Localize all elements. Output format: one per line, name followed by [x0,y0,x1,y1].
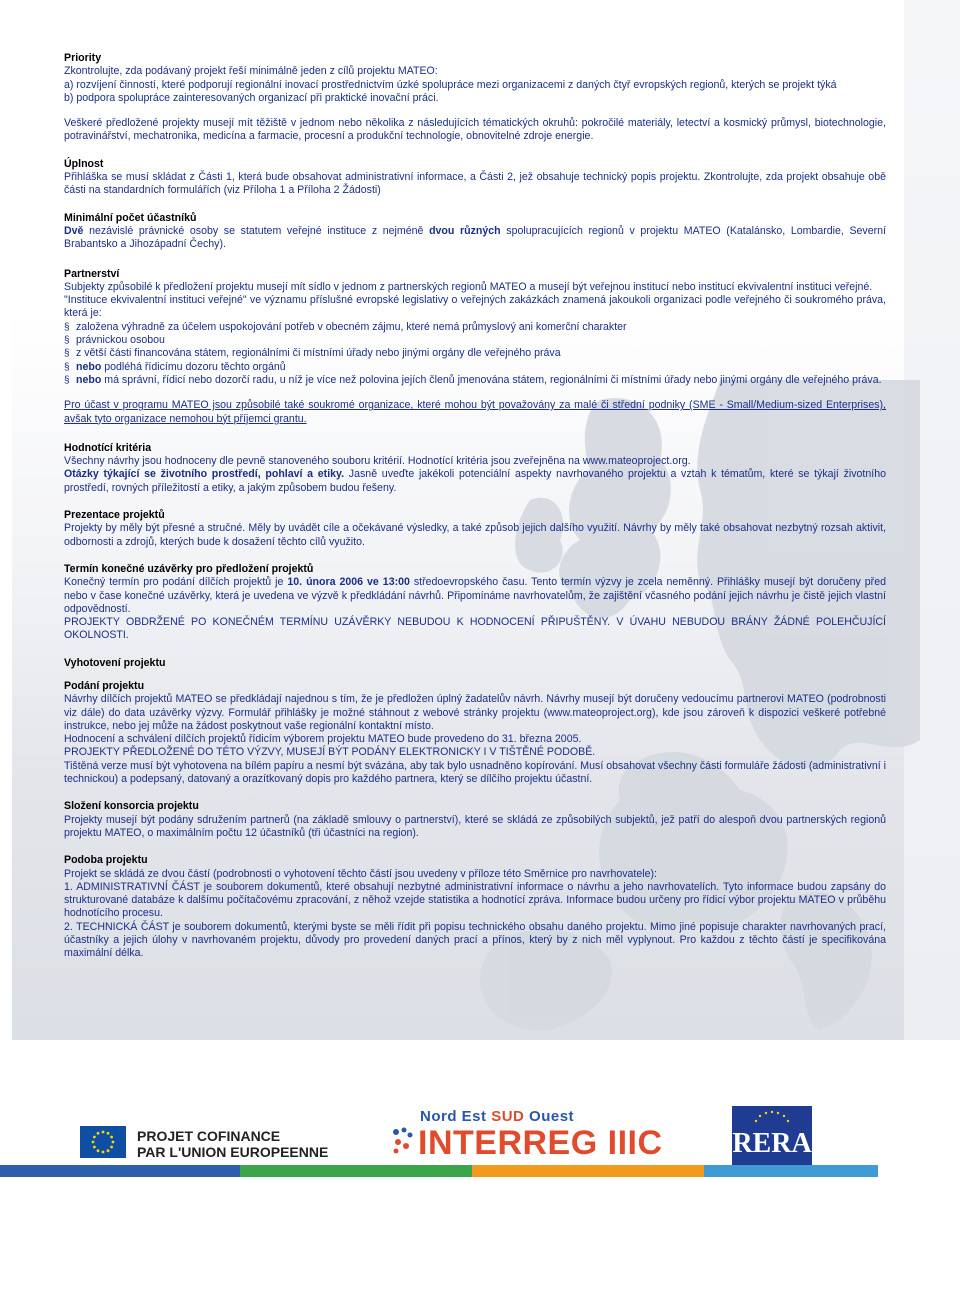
section-bullet-icon: § [64,374,70,386]
podani-p3: PROJEKTY PŘEDLOŽENÉ DO TÉTO VÝZVY, MUSEJÍ BÝT PODÁNY ELEKTRONICKY I V TIŠTĚNÉ PODOBĚ. [64,746,596,759]
section-bullet-icon: § [64,348,70,360]
eu-line2: PAR L'UNION EUROPEENNE [137,1144,329,1160]
min-pocet-t2: spolupracujících regionů v projektu MATEO (Katalánsko, Lombardie, Severní Brabantsko a Jihozápadní Čechy). [64,224,886,251]
podoba-p2: 2. TECHNICKÁ ČÁST je souborem dokumentů, kterými byste se měli řídit při popisu technického obsahu daného projektu. Mimo jiné popisuje charakter navrhovaných prací, účastníky a jejich úlohy v navrhovaném projektu, důvody pro provedení daných prací a přínos, který by z nich měl vyplynout. Pro každou z těchto částí je specifikována maximální délka. [64,920,886,960]
termin-t2: středoevropského času. Tento termín výzvy je zcela neměnný. Přihlášky musejí být doručeny před nebo v čase konečné uzávěrky, která je uvedena ve výzvě k předkládání návrhů. Připomínáme navrhovatelům, že zajištění včasného podání jejich návrhu je čistě jejich vlastní odpovědností. [64,576,886,615]
podoba-intro: Projekt se skládá ze dvou částí (podrobnosti o vyhotovení těchto částí jsou uvedeny v příloze této Směrnice pro navrhovatele): [64,867,657,880]
termin-bold: 10. února 2006 ve 13:00 [287,576,410,589]
heading-podani: Podání projektu [64,679,145,692]
section-bullet-icon: § [64,361,70,373]
section-bullet-icon: § [64,335,70,347]
min-pocet-bold: dvou různých [429,224,501,237]
list-item-text: má správní, řídicí nebo dozorčí radu, u níž je více než polovina jejích členů jmenována státem, regionálními či místními úřady nebo jinými orgány dle veřejného práva. [101,373,882,386]
section-themes [64,117,886,144]
list-item [64,321,886,334]
kriteria-t1: Všechny návrhy jsou hodnoceny dle pevně stanoveného souboru kritérií. Hodnotící kritéria jsou zveřejněna na www.mateoproject.org. [64,455,691,468]
heading-prezentace: Prezentace projektů [64,509,165,522]
heading-kriteria: Hodnotící kritéria [64,441,152,454]
color-bar-orange [472,1165,704,1177]
podani-p2: Hodnocení a schválení dílčích projektů řídicím výborem projektu MATEO bude provedeno do 31. března 2005. [64,733,582,746]
termin-text [64,576,886,616]
interreg-logo-text: INTERREG IIIC [418,1124,663,1162]
priority-intro: Zkontrolujte, zda podávaný projekt řeší minimálně jeden z cílů projektu MATEO: [64,65,438,78]
kriteria-bold: Otázky týkající se životního prostředí, pohlaví a etiky. [64,468,345,481]
section-kriteria [64,442,886,495]
section-podani [64,680,886,786]
interreg-top-sud: SUD [491,1108,525,1125]
interreg-top-a: Nord Est [420,1108,492,1125]
interreg-mark-icon [390,1126,416,1156]
list-item-text: podléhá řídicímu dozoru těchto orgánů [101,360,286,373]
rera-stars-icon [732,1108,812,1130]
section-sme [64,399,886,426]
document-body [64,52,886,973]
heading-vyhotoveni: Vyhotovení projektu [64,656,166,669]
section-priority [64,52,886,105]
section-vyhotoveni [64,657,886,670]
podani-p4: Tištěná verze musí být vyhotovena na bílém papíru a nesmí být svázána, aby tak bylo usnadněno kopírování. Musí obsahovat všechny části formuláře žádosti (administrativní i technickou) a podepsaný, datovaný a orazítkovaný dopis pro každého partnera, který se dílčího projektu účastní. [64,759,886,786]
list-item-text: založena výhradně za účelem uspokojování potřeb v obecném zájmu, které nemá průmyslový ani komerční charakter [76,320,627,333]
termin-caps: PROJEKTY OBDRŽENÉ PO KONEČNÉM TERMÍNU UZÁVĚRKY NEBUDOU K HODNOCENÍ PŘIPUŠTĚNY. V ÚVAHU NEBUDOU BRÁNY ŽÁDNÉ POLEHČUJÍCÍ OKOLNOSTI. [64,616,886,642]
priority-goal-b: b) podpora spolupráce zainteresovaných organizací při praktické inovační práci. [64,91,439,104]
termin-t1: Konečný termín pro podání dílčích projektů je [64,576,288,589]
prezentace-text: Projekty by měly být přesné a stručné. Měly by uvádět cíle a očekávané výsledky, a také způsob jejich dalšího využití. Návrhy by měly také obsahovat nezbytný rozsah aktivit, odbornosti a zdrojů, kterých bude k dosažení těchto cílů využito. [64,522,886,548]
heading-uplnost: Úplnost [64,157,104,170]
footer-logos [0,1040,960,1289]
sme-note: Pro účast v programu MATEO jsou způsobilé také soukromé organizace, které mohou být považovány za malé či střední podniky (SME - Small/Medium-sized Enterprises), avšak tyto organizace nemohou být příjemci grantu. [64,399,886,425]
section-slozeni [64,800,886,840]
list-item [64,347,886,360]
heading-priority: Priority [64,52,102,64]
section-prezentace [64,509,886,549]
min-pocet-text [64,225,886,252]
rera-logo [732,1106,812,1166]
color-bar-lightblue [704,1165,878,1177]
section-podoba [64,854,886,960]
kriteria-t2 [64,468,886,495]
podoba-p1: 1. ADMINISTRATIVNÍ ČÁST je souborem dokumentů, které obsahují nezbytné administrativní informace o návrhu a jeho navrhovatelích. Tyto informace budou zapsány do strukturované databáze k dalšímu počítačovému zpracování, z něhož vzejde statistika a hodnotící zpráva. Informace budou určeny pro řídicí výbor projektu MATEO v průběhu hodnotícího procesu. [64,880,886,920]
interreg-subtitle [420,1108,574,1125]
list-item-bold: nebo [76,373,102,386]
heading-podoba: Podoba projektu [64,854,148,867]
section-partnerstvi [64,268,886,388]
podani-p1: Návrhy dílčích projektů MATEO se předkládají najednou s tím, že je předložen úplný žadatelův návrh. Návrhy musejí být doručeny vedoucímu partnerovi MATEO (podrobnosti viz dále) do data uzávěrky výzvy. Formulář přihlášky je možné stáhnout z webové stránky projektu (www.mateoproject.org), kde jsou zároveň k dispozici veškeré potřebné instrukce, nebo jej může na žádost poskytnout vaše regionální kontaktní místo. [64,693,886,732]
eu-stars-icon [80,1126,126,1158]
section-min-pocet [64,212,886,252]
list-item-bold: nebo [76,360,102,373]
interreg-top-b: Ouest [524,1108,575,1125]
kriteria-text: Jasně uveďte jakékoli potenciální aspekty navrhovaného projektu a vztah k tématům, které se týkají životního prostředí, rovných příležitostí a etiky, a jakým způsobem budou řešeny. [64,468,886,494]
section-termin [64,563,886,643]
priority-themes: Veškeré předložené projekty musejí mít těžiště v jednom nebo několika z následujících tématických okruhů: pokročilé materiály, letectví a kosmický průmysl, biotechnologie, potravinářství, mechatronika, medicína a farmacie, procesní a produkční technologie, obnovitelné zdroje energie. [64,117,886,143]
eu-cofinance-label [137,1128,328,1160]
heading-partnerstvi: Partnerství [64,267,120,280]
slozeni-text: Projekty musejí být podány sdružením partnerů (na základě smlouvy o partnerství), které se skládá ze způsobilých subjektů, jež patří do alespoň dvou partnerských regionů projektu MATEO, o maximálním počtu 12 účastníků (tři účastníci na region). [64,813,886,839]
uplnost-text: Přihláška se musí skládat z Části 1, která bude obsahovat administrativní informace, a Části 2, jež obsahuje technický popis projektu. Zkontrolujte, zda projekt obsahuje obě části na standardních formulářích (viz Příloha 1 a Příloha 2 Žádosti) [64,171,886,197]
heading-min-pocet: Minimální počet účastníků [64,211,197,224]
section-bullet-icon: § [64,321,70,333]
min-pocet-lead: Dvě [64,224,84,237]
heading-termin: Termín konečné uzávěrky pro předložení projektů [64,562,314,575]
list-item-text: z větší části financována státem, regionálními či místními úřady nebo jinými orgány dle veřejného práva [76,347,561,360]
list-item [64,361,886,374]
priority-goal-a: a) rozvíjení činností, které podporují regionální inovací prostřednictvím úzké spolupráce mezi organizacemi z daných čtyř evropských regionů, kterých se projekt týká [64,78,837,91]
list-item [64,334,886,347]
eu-flag [80,1126,126,1158]
eu-line1: PROJET COFINANCE [137,1128,281,1144]
list-item [64,374,886,387]
partnerstvi-p2: "Instituce ekvivalentní instituci veřejné" ve významu příslušné evropské legislativy o veřejných zakázkách znamená jakoukoli organizaci podle veřejného či soukromého práva, která je: [64,294,886,320]
list-item-text: právnickou osobou [76,334,165,347]
section-uplnost [64,158,886,198]
color-bar-green [240,1165,472,1177]
min-pocet-t1: nezávislé právnické osoby se statutem veřejné instituce z nejméně [83,224,430,237]
partnerstvi-p1: Subjekty způsobilé k předložení projektu musejí mít sídlo v jednom z partnerských regionů MATEO a musejí být veřejnou institucí nebo institucí ekvivalentní instituci veřejné. [64,280,873,293]
color-bar-blue [0,1165,240,1177]
rera-text: RERA [732,1128,812,1159]
heading-slozeni: Složení konsorcia projektu [64,800,199,813]
